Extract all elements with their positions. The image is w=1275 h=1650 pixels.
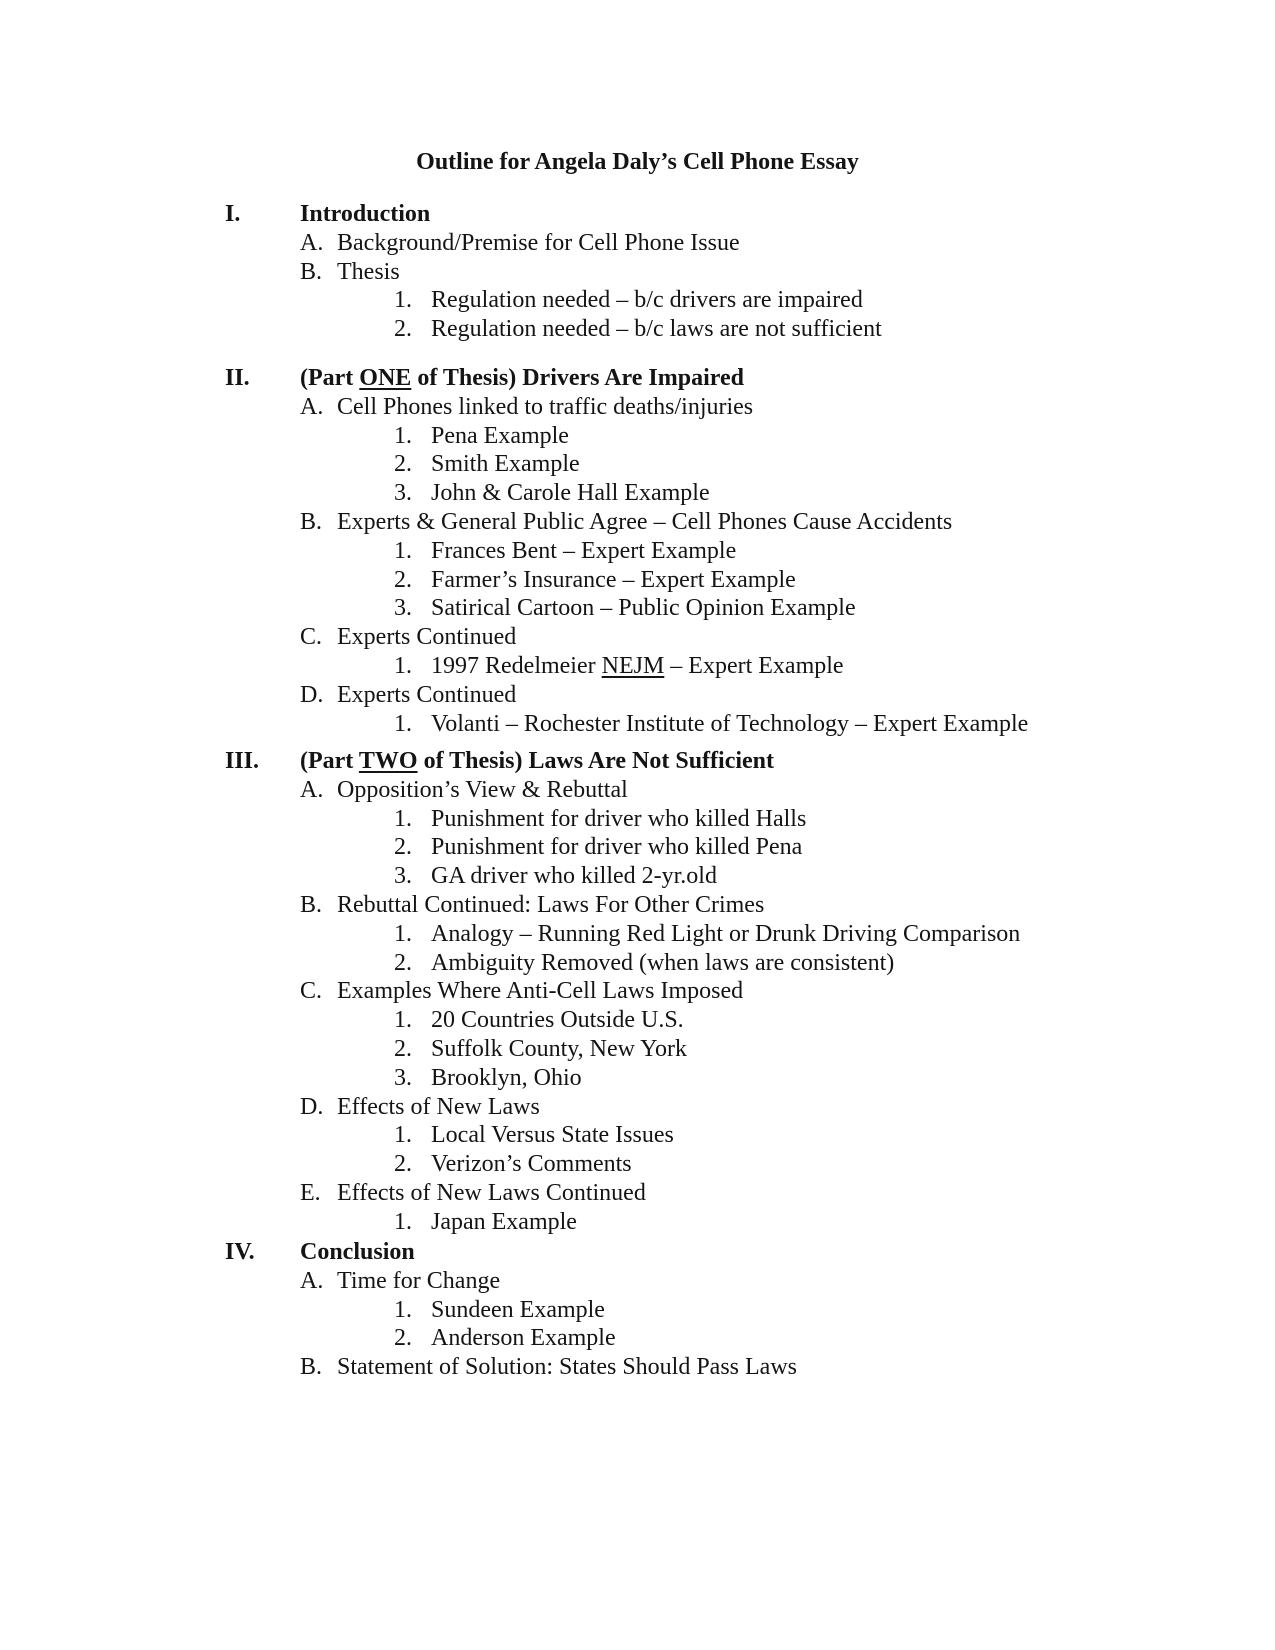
subsection-row (0, 977, 1275, 1006)
outline-item (0, 1035, 1275, 1064)
item-text (431, 1064, 582, 1093)
section-title (300, 364, 744, 393)
item-number: 1. (394, 1208, 412, 1235)
subsection-text (337, 776, 628, 805)
item-number: 1. (394, 805, 412, 832)
subsection-row (0, 393, 1275, 422)
subsection-text (337, 229, 740, 258)
item-text: Japan Example (431, 1208, 577, 1235)
roman-numeral: II. (225, 365, 250, 391)
item-number: 1. (394, 287, 412, 314)
item-text (431, 862, 717, 891)
item-text (431, 805, 806, 834)
subsection-letter: E. (300, 1179, 321, 1206)
subsection-text: Time for Change (337, 1267, 501, 1294)
document-title: Outline for Angela Daly’s Cell Phone Essay (416, 149, 859, 175)
item-text (431, 1324, 616, 1353)
item-text (431, 566, 796, 595)
subsection-row (0, 258, 1275, 287)
subsection-letter: A. (300, 229, 324, 256)
item-number: 3. (394, 595, 412, 622)
subsection-text: Statement of Solution: States Should Pass Laws (337, 1354, 797, 1381)
subsection-letter: B. (300, 1354, 323, 1381)
subsection-row (0, 776, 1275, 805)
subsection-letter: B. (300, 508, 323, 535)
subsection-row (0, 1267, 1275, 1296)
item-text: Brooklyn, Ohio (431, 1064, 582, 1091)
subsection-text (337, 1093, 540, 1122)
item-text: Regulation needed – b/c laws are not sufficient (431, 316, 882, 343)
outline-section (0, 200, 1275, 344)
roman-numeral: IV. (225, 1239, 255, 1265)
item-text (431, 1208, 577, 1237)
item-number: 1. (394, 422, 412, 449)
item-number: 2. (394, 1151, 412, 1178)
item-number: 3. (394, 1064, 412, 1091)
subsection-text: Cell Phones linked to traffic deaths/injuries (337, 393, 754, 420)
item-number: 1. (394, 652, 412, 679)
item-text: John & Carole Hall Example (431, 480, 710, 507)
section-title-underlined: TWO (358, 748, 418, 774)
subsection-text: Thesis (337, 258, 400, 285)
section-title-underlined: ONE (359, 365, 412, 391)
item-text: Analogy – Running Red Light or Drunk Driving Comparison (431, 920, 1021, 947)
outline-item (0, 286, 1275, 315)
subsection-letter: B. (300, 891, 323, 918)
item-number: 1. (394, 1122, 412, 1149)
section-title-text-cont: of Thesis) Drivers Are Impaired (411, 365, 744, 391)
section-title (300, 1238, 415, 1267)
item-text: Suffolk County, New York (431, 1035, 688, 1062)
item-text: Sundeen Example (431, 1296, 605, 1323)
section-heading (0, 364, 1275, 393)
item-number: 3. (394, 480, 412, 507)
subsection-letter: A. (300, 1267, 324, 1294)
item-number: 1. (394, 1007, 412, 1034)
item-number: 1. (394, 920, 412, 947)
item-text: Verizon’s Comments (431, 1151, 632, 1178)
subsection-text: Opposition’s View & Rebuttal (337, 776, 628, 803)
outline-item (0, 920, 1275, 949)
outline-item (0, 1150, 1275, 1179)
outline-item (0, 710, 1275, 739)
item-text: 1997 Redelmeier (431, 652, 602, 679)
item-text (431, 710, 1028, 739)
outline-item (0, 1006, 1275, 1035)
item-text: Satirical Cartoon – Public Opinion Example (431, 595, 856, 622)
outline-section (0, 1238, 1275, 1382)
item-text: Punishment for driver who killed Halls (431, 805, 807, 832)
outline-section (0, 747, 1275, 1237)
outline-section (0, 364, 1275, 738)
subsection-text (337, 1179, 646, 1208)
subsection-row (0, 229, 1275, 258)
subsection-text: Experts & General Public Agree – Cell Phones Cause Accidents (337, 508, 953, 535)
item-text: Ambiguity Removed (when laws are consistent) (431, 949, 895, 976)
item-text (431, 1296, 605, 1325)
subsection-text: Experts Continued (337, 681, 517, 708)
section-title-text: Introduction (300, 201, 431, 227)
item-text (431, 1121, 674, 1150)
section-title-text: (Part (300, 365, 360, 391)
section-title (300, 200, 430, 229)
subsection-letter: D. (300, 681, 324, 708)
item-number: 2. (394, 1325, 412, 1352)
item-number: 2. (394, 316, 412, 343)
item-text (431, 594, 856, 623)
subsection-text: Rebuttal Continued: Laws For Other Crimes (337, 891, 765, 918)
subsection-letter: A. (300, 393, 324, 420)
section-title-text: Conclusion (300, 1239, 415, 1265)
item-text-cont: – Expert Example (664, 652, 844, 679)
item-number: 1. (394, 1296, 412, 1323)
outline-item (0, 1296, 1275, 1325)
subsection-text: Background/Premise for Cell Phone Issue (337, 229, 740, 256)
roman-numeral: I. (225, 201, 241, 227)
outline-item (0, 537, 1275, 566)
item-text (431, 422, 569, 451)
item-text (431, 450, 580, 479)
subsection-row (0, 623, 1275, 652)
item-text: Farmer’s Insurance – Expert Example (431, 566, 796, 593)
section-heading (0, 200, 1275, 229)
item-text (431, 1035, 687, 1064)
subsection-text: Experts Continued (337, 624, 517, 651)
outline-item (0, 862, 1275, 891)
item-underlined: NEJM (601, 652, 665, 679)
outline-item (0, 422, 1275, 451)
item-text (431, 286, 863, 315)
section-title-text-cont: of Thesis) Laws Are Not Sufficient (417, 748, 775, 774)
item-number: 2. (394, 834, 412, 861)
item-text (431, 949, 894, 978)
subsection-text (337, 1353, 797, 1382)
subsection-text (337, 681, 516, 710)
subsection-text: Examples Where Anti-Cell Laws Imposed (337, 978, 744, 1005)
outline-item (0, 805, 1275, 834)
item-number: 1. (394, 710, 412, 737)
outline-item (0, 450, 1275, 479)
subsection-text (337, 258, 400, 287)
subsection-letter: B. (300, 258, 323, 285)
item-text (431, 315, 882, 344)
item-number: 2. (394, 451, 412, 478)
subsection-letter: C. (300, 624, 323, 651)
item-text (431, 479, 710, 508)
item-text: Frances Bent – Expert Example (431, 537, 737, 564)
subsection-text (337, 977, 743, 1006)
outline-item (0, 1121, 1275, 1150)
outline-item (0, 479, 1275, 508)
item-text: Anderson Example (431, 1325, 616, 1352)
item-text: Punishment for driver who killed Pena (431, 834, 803, 861)
item-text: Volanti – Rochester Institute of Technology – Expert Example (431, 710, 1029, 737)
subsection-row (0, 1353, 1275, 1382)
item-text (431, 920, 1020, 949)
item-text (431, 1006, 684, 1035)
subsection-row (0, 1179, 1275, 1208)
subsection-text (337, 1267, 500, 1296)
section-heading (0, 747, 1275, 776)
outline-item (0, 594, 1275, 623)
item-text: Smith Example (431, 451, 580, 478)
item-text: Pena Example (431, 422, 569, 449)
roman-numeral: III. (225, 748, 260, 774)
item-text: GA driver who killed 2-yr.old (431, 863, 717, 890)
item-text (431, 833, 802, 862)
item-number: 2. (394, 949, 412, 976)
section-title-text: (Part (300, 748, 359, 774)
item-number: 3. (394, 863, 412, 890)
outline-item (0, 1208, 1275, 1237)
subsection-row (0, 508, 1275, 537)
outline-item (0, 566, 1275, 595)
outline-item (0, 652, 1275, 681)
subsection-text (337, 508, 952, 537)
outline-item (0, 315, 1275, 344)
item-text: Local Versus State Issues (431, 1122, 674, 1149)
item-text (431, 537, 736, 566)
outline-item (0, 833, 1275, 862)
outline-item (0, 1064, 1275, 1093)
subsection-row (0, 891, 1275, 920)
subsection-row (0, 1093, 1275, 1122)
item-text (431, 652, 844, 681)
subsection-letter: A. (300, 776, 324, 803)
outline-item (0, 949, 1275, 978)
subsection-text (337, 393, 753, 422)
subsection-row (0, 681, 1275, 710)
subsection-text (337, 891, 764, 920)
item-text: Regulation needed – b/c drivers are impaired (431, 287, 863, 314)
outline-item (0, 1324, 1275, 1353)
item-number: 2. (394, 1035, 412, 1062)
subsection-text: Effects of New Laws Continued (337, 1179, 646, 1206)
subsection-letter: C. (300, 978, 323, 1005)
item-text (431, 1150, 632, 1179)
item-number: 1. (394, 537, 412, 564)
subsection-text: Effects of New Laws (337, 1093, 540, 1120)
section-heading (0, 1238, 1275, 1267)
subsection-letter: D. (300, 1093, 324, 1120)
item-number: 2. (394, 566, 412, 593)
section-title (300, 747, 774, 776)
subsection-text (337, 623, 516, 652)
item-text: 20 Countries Outside U.S. (431, 1007, 684, 1034)
